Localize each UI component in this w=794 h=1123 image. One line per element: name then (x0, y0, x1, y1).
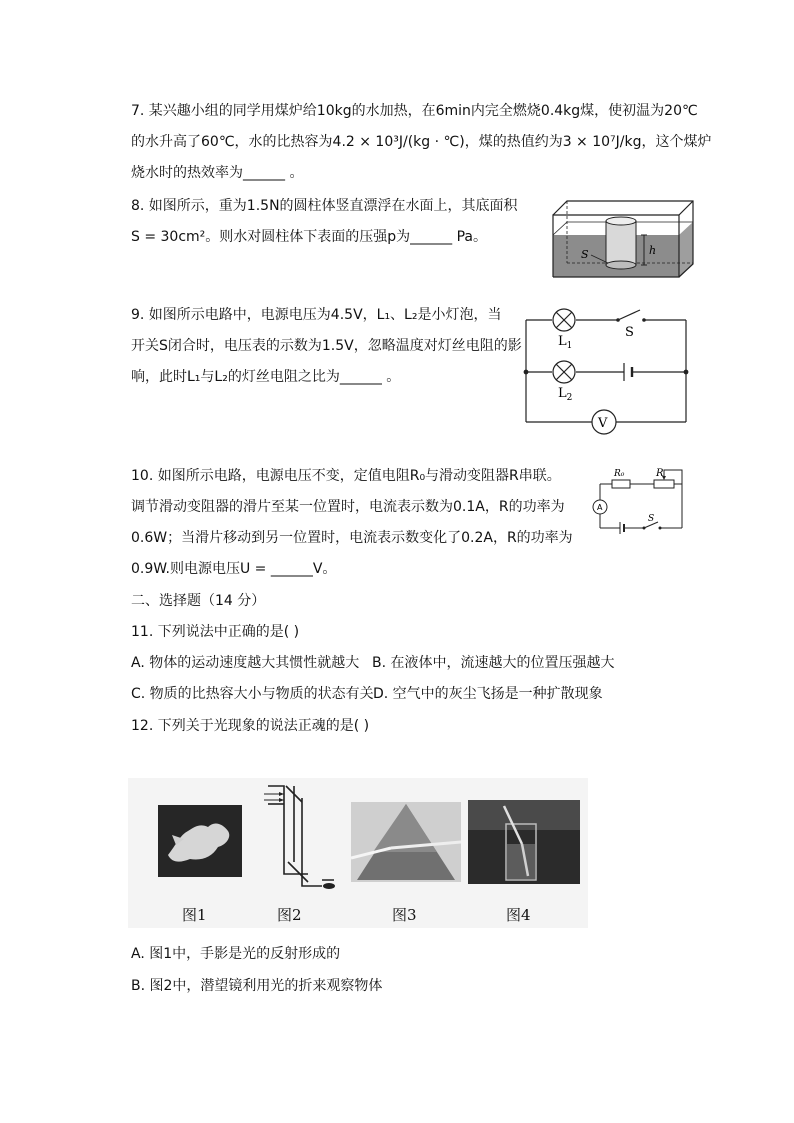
q10-circuit-figure (590, 464, 690, 538)
q10-line-1: 10. 如图所示电路，电源电压不变，定值电阻R₀与滑动变阻器R串联。 (131, 468, 561, 484)
fig1-caption: 图1 (182, 906, 207, 924)
depth-label: h (649, 244, 657, 257)
q9-circuit-figure (520, 300, 692, 440)
fig4-straw-in-water-photo (468, 800, 580, 884)
switch-label: S (625, 325, 634, 340)
q8-water-tank-figure (550, 195, 696, 281)
q12-option-b: B. 图2中，潜望镜利用光的折来观察物体 (131, 978, 383, 994)
fig3-prism-photo (351, 802, 461, 882)
q9-line-1: 9. 如图所示电路中，电源电压为4.5V，L₁、L₂是小灯泡，当 (131, 307, 502, 323)
section-2-title: 二、选择题（14 分） (131, 593, 266, 609)
fig2-caption: 图2 (277, 906, 302, 924)
area-label: S (581, 248, 589, 261)
q11-option-c: C. 物质的比热容大小与物质的状态有关 (131, 686, 374, 702)
ammeter-label: A (597, 503, 603, 512)
q12-option-a: A. 图1中，手影是光的反射形成的 (131, 946, 341, 962)
fig1-hand-shadow-photo (158, 805, 242, 877)
q11-option-d: D. 空气中的灰尘飞扬是一种扩散现象 (373, 686, 603, 702)
fig2-periscope-diagram (262, 782, 342, 892)
q11-option-a: A. 物体的运动速度越大其惯性就越大 (131, 655, 360, 671)
fig3-caption: 图3 (392, 906, 417, 924)
voltmeter-label: V (598, 416, 608, 431)
lamp-1-label: $L_1$ (558, 334, 573, 351)
q10-line-4: 0.9W.则电源电压U = ______V。 (131, 561, 337, 577)
q8-line-2: S = 30cm²。则水对圆柱体下表面的压强p为______ Pa。 (131, 229, 488, 245)
q11-stem: 11. 下列说法中正确的是( ) (131, 624, 300, 640)
q7-line-1: 7. 某兴趣小组的同学用煤炉给10kg的水加热，在6min内完全燃烧0.4kg煤，使初温为20℃ (131, 103, 698, 119)
q9-line-2: 开关S闭合时，电压表的示数为1.5V，忽略温度对灯丝电阻的影 (131, 338, 522, 354)
water-side (679, 222, 693, 277)
q7-line-3: 烧水时的热效率为______ 。 (131, 165, 304, 181)
q7-line-2: 的水升高了60℃，水的比热容为4.2 × 10³J/(kg · ℃)，煤的热值约为3 × 10⁷J/kg，这个煤炉 (131, 134, 712, 150)
q10-line-2: 调节滑动变阻器的滑片至某一位置时，电流表示数为0.1A，R的功率为 (131, 499, 565, 515)
q12-stem: 12. 下列关于光现象的说法正魂的是( ) (131, 718, 370, 734)
switch-label: S (648, 514, 655, 524)
q11-option-b: B. 在液体中，流速越大的位置压强越大 (372, 655, 615, 671)
q8-line-1: 8. 如图所示，重为1.5N的圆柱体竖直漂浮在水面上，其底面积 (131, 198, 518, 214)
r0-label: R₀ (614, 469, 625, 479)
rheostat-label: R (656, 468, 664, 479)
fig4-caption: 图4 (506, 906, 531, 924)
q10-line-3: 0.6W；当滑片移动到另一位置时，电流表示数变化了0.2A，R的功率为 (131, 530, 573, 546)
lamp-2-label: $L_2$ (558, 386, 573, 403)
q9-line-3: 响，此时L₁与L₂的灯丝电阻之比为______ 。 (131, 369, 401, 385)
